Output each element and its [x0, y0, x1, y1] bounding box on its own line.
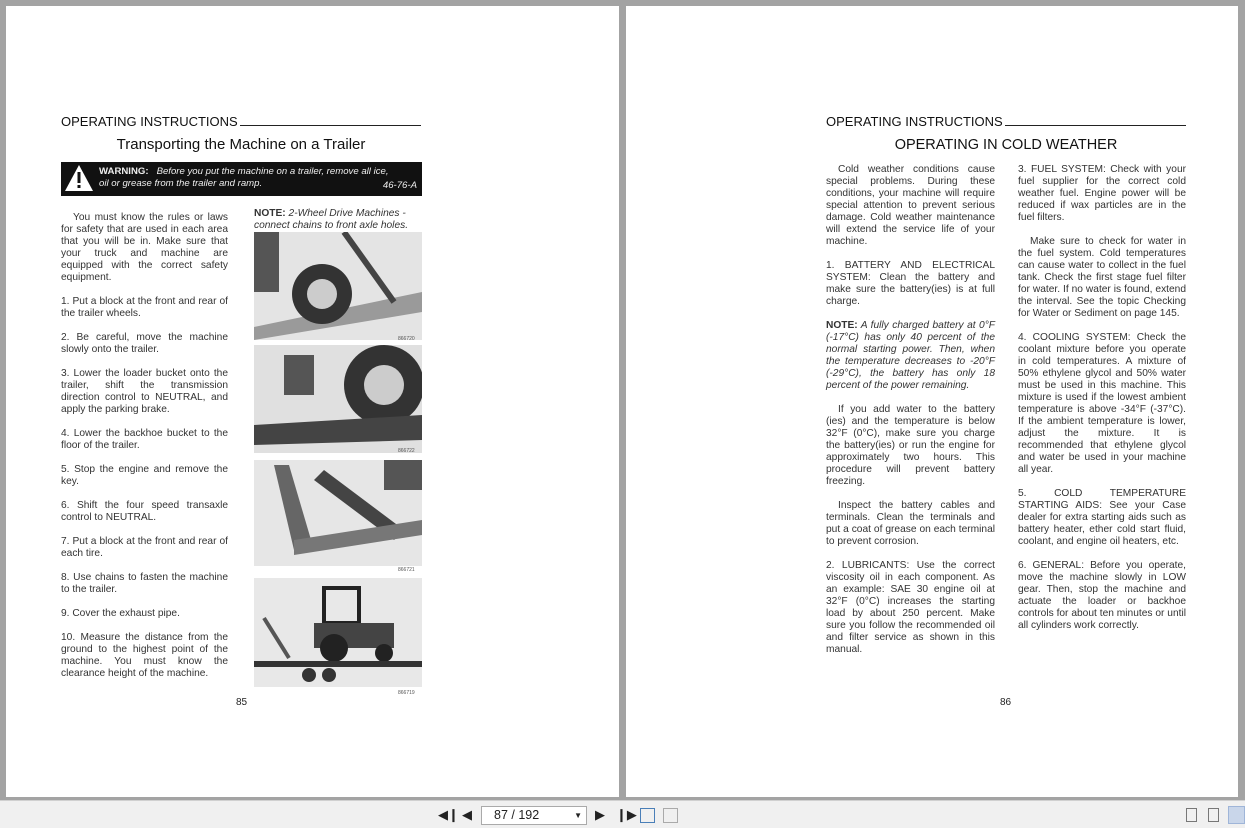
- instructions-column: [61, 212, 228, 692]
- paragraph: 4. COOLING SYSTEM: Check the coolant mixture before you operate in cold temperatures. A mixture of 50% ethylene glycol and 50% water must be used in this machine. This mixture is used if the lowest ambient temperature is above -34°F (-37°C). If the ambient temperature is lower, adjust the mixture. It is recommended that ethylene glycol and water be used in your machine all year.: [1018, 332, 1186, 475]
- step: 2. Be careful, move the machine slowly onto the trailer.: [61, 332, 228, 355]
- previous-page-icon[interactable]: ◀: [462, 807, 472, 822]
- paragraph: 3. FUEL SYSTEM: Check with your fuel supplier for the correct cold weather fuel. Engine power will be reduced if wax particles are in the fuel filters.: [1018, 164, 1186, 223]
- photo-caption: 866720: [398, 336, 415, 342]
- photo-loader-bucket: [254, 345, 422, 453]
- step: 4. Lower the backhoe bucket to the floor of the trailer.: [61, 428, 228, 451]
- photo-backhoe-bucket: [254, 460, 422, 566]
- step: 3. Lower the loader bucket onto the trailer, shift the transmission direction control to NEUTRAL, and apply the parking brake.: [61, 368, 228, 415]
- paragraph: 5. COLD TEMPERATURE STARTING AIDS: See your Case dealer for extra starting aids such as battery heater, ether cold start fluid, coolant, and engine oil heaters, etc.: [1018, 488, 1186, 547]
- header-text: OPERATING INSTRUCTIONS: [826, 114, 1003, 129]
- first-page-icon[interactable]: ◀❙: [438, 807, 459, 822]
- viewer-toolbar: [0, 800, 1245, 828]
- note: [826, 320, 995, 392]
- page-number: 85: [236, 697, 248, 708]
- section-header: [826, 114, 1186, 129]
- warning-line-2: oil or grease from the trailer and ramp.: [99, 178, 263, 189]
- warning-code: 46-76-A: [382, 180, 417, 191]
- next-page-icon[interactable]: ▶: [595, 807, 605, 822]
- header-rule: [1005, 125, 1186, 126]
- note: [254, 208, 424, 232]
- photo-caption: 866721: [398, 567, 415, 573]
- photo-caption: 866722: [398, 448, 415, 454]
- fit-page-icon[interactable]: [640, 808, 655, 823]
- paragraph: Inspect the battery cables and terminals. Clean the terminals and put a coat of grease on each terminal to prevent corrosion.: [826, 500, 995, 547]
- fit-width-icon[interactable]: [663, 808, 678, 823]
- paragraph: 2. LUBRICANTS: Use the correct viscosity oil in each component. As an example: SAE 30 engine oil at 32°F (0°C) increases the starting load by about 250 percent. Make sure you follow the recommended oil and filter service as shown in this manual.: [826, 560, 995, 655]
- paragraph: Cold weather conditions cause special problems. During these conditions, your machine will require special attention to prevent serious damage. Cold weather maintenance will extend the service life of your machine.: [826, 164, 995, 247]
- header-rule: [240, 125, 421, 126]
- paragraph: 6. GENERAL: Before you operate, move the machine slowly in LOW gear. Then, stop the machine and actuate the loader or backhoe controls for about ten minutes or until all cylinders work correctly.: [1018, 560, 1186, 631]
- warning-line-1: Before you put the machine on a trailer, remove all ice,: [156, 166, 389, 177]
- page-title: OPERATING IN COLD WEATHER: [894, 137, 1118, 153]
- warning-label: WARNING:: [99, 166, 149, 177]
- left-page: [6, 6, 619, 797]
- step: 10. Measure the distance from the ground to the highest point of the machine. You must know the clearance height of the machine.: [61, 632, 228, 679]
- page-number: 86: [1000, 697, 1012, 708]
- page-select[interactable]: [481, 806, 587, 825]
- text-column-2: [1018, 164, 1186, 644]
- photo-caption: 866719: [398, 690, 415, 696]
- step: 9. Cover the exhaust pipe.: [61, 608, 180, 619]
- intro-paragraph: You must know the rules or laws for safety that are used in each area that you will be in. Make sure that your truck and machine are equipped with the correct safety equipment.: [61, 212, 228, 283]
- page-indicator: 87 / 192: [494, 808, 540, 822]
- page-title: Transporting the Machine on a Trailer: [116, 136, 366, 153]
- section-header: [61, 114, 421, 129]
- note-label: NOTE:: [254, 208, 286, 219]
- text-column-1: [826, 164, 995, 668]
- single-page-icon[interactable]: [1186, 808, 1197, 822]
- two-page-icon[interactable]: [1228, 806, 1245, 824]
- step: 8. Use chains to fasten the machine to the trailer.: [61, 572, 228, 595]
- step: 7. Put a block at the front and rear of each tire.: [61, 536, 228, 559]
- warning-triangle-icon: [64, 164, 94, 192]
- note-label: NOTE:: [826, 320, 858, 331]
- header-text: OPERATING INSTRUCTIONS: [61, 114, 238, 129]
- paragraph: Make sure to check for water in the fuel system. Cold temperatures can cause water to collect in the fuel tank. Check the first stage fuel filter for water. If no water is found, extend the interval. See the topic Checking for Water or Sediment on page 145.: [1018, 236, 1186, 319]
- step: 1. Put a block at the front and rear of the trailer wheels.: [61, 296, 228, 319]
- continuous-page-icon[interactable]: [1208, 808, 1219, 822]
- chevron-down-icon: ▼: [574, 811, 582, 820]
- paragraph: 1. BATTERY AND ELECTRICAL SYSTEM: Clean the battery and make sure the battery(ies) is at full charge.: [826, 260, 995, 307]
- note-text: A fully charged battery at 0°F (-17°C) has only 40 percent of the normal starting power. Then, when the temperature decreases to -20°F (-29°C), the battery has only 18 percent of the power remaining.: [826, 320, 995, 391]
- step: 5. Stop the engine and remove the key.: [61, 464, 228, 487]
- photo-machine-on-trailer: [254, 578, 422, 687]
- right-page: [626, 6, 1238, 797]
- warning-box: [61, 162, 422, 196]
- note-text: 2-Wheel Drive Machines - connect chains to front axle holes.: [254, 208, 409, 231]
- photo-chains-front-axle: [254, 232, 422, 340]
- last-page-icon[interactable]: ❙▶: [616, 807, 637, 822]
- paragraph: If you add water to the battery (ies) and the temperature is below 32°F (0°C), make sure you charge the battery(ies) or run the engine for approximately two hours. This procedure will prevent battery freezing.: [826, 404, 995, 487]
- step: 6. Shift the four speed transaxle control to NEUTRAL.: [61, 500, 228, 523]
